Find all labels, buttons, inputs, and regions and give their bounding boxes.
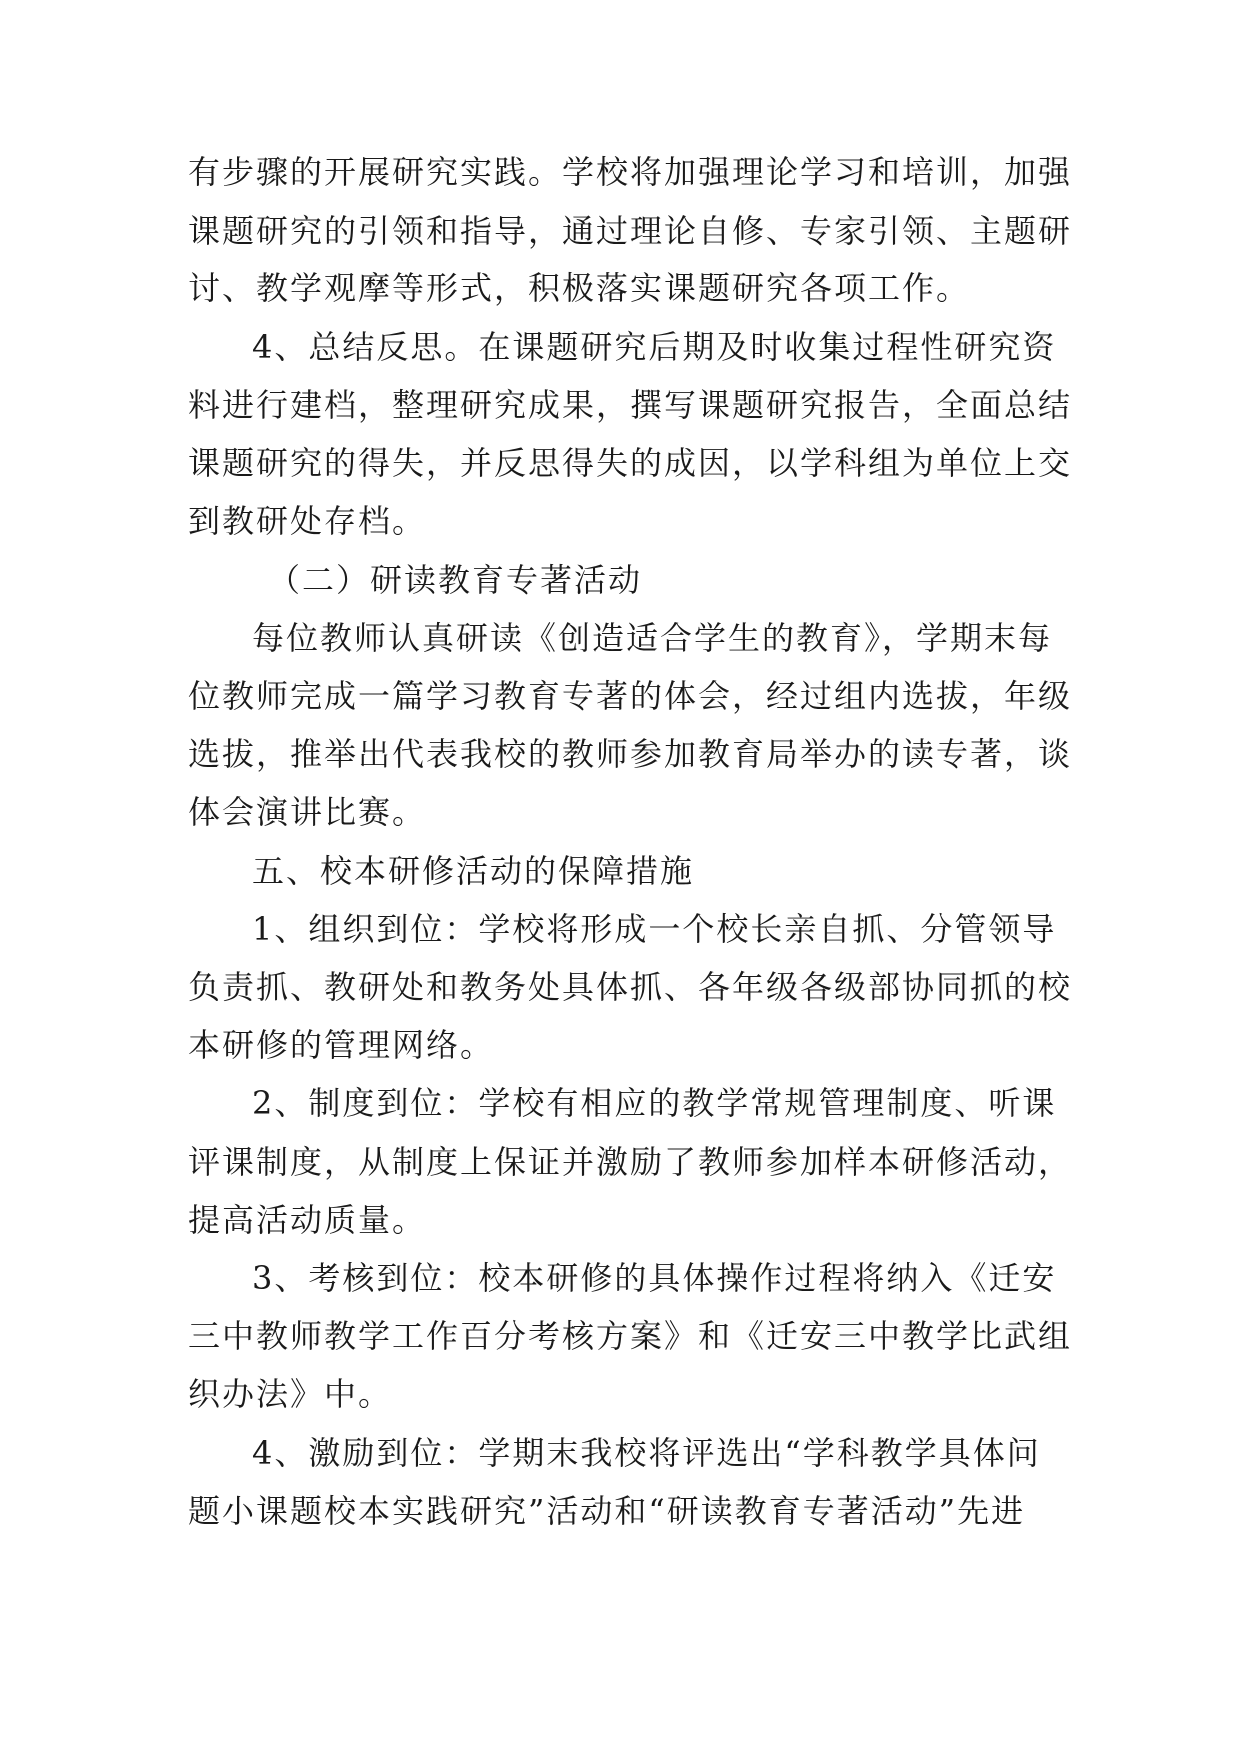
text-line: 4、总结反思。在课题研究后期及时收集过程性研究资 (252, 328, 1057, 366)
text-line: 有步骤的开展研究实践。学校将加强理论学习和培训，加强 (188, 153, 1073, 191)
text-line: 课题研究的引领和指导，通过理论自修、专家引领、主题研 (188, 212, 1073, 250)
text-line: 每位教师认真研读《创造适合学生的教育》，学期末每 (252, 619, 1053, 657)
text-line: 4、激励到位：学期末我校将评选出“学科教学具体问 (252, 1434, 1041, 1472)
text-line: 位教师完成一篇学习教育专著的体会，经过组内选拔，年级 (188, 677, 1073, 715)
text-line: 本研修的管理网络。 (188, 1026, 495, 1064)
text-line: 讨、教学观摩等形式，积极落实课题研究各项工作。 (188, 269, 971, 307)
text-line: 题小课题校本实践研究”活动和“研读教育专著活动”先进 (188, 1492, 1026, 1530)
text-line: 提高活动质量。 (188, 1201, 427, 1239)
text-line: 体会演讲比赛。 (188, 793, 427, 831)
text-line: 织办法》中。 (188, 1375, 393, 1413)
text-line: 课题研究的得失，并反思得失的成因，以学科组为单位上交 (188, 444, 1073, 482)
text-line: 1、组织到位：学校将形成一个校长亲自抓、分管领导 (252, 910, 1057, 948)
text-line: 2、制度到位：学校有相应的教学常规管理制度、听课 (252, 1084, 1057, 1122)
text-line: 评课制度，从制度上保证并激励了教师参加样本研修活动， (188, 1143, 1073, 1181)
text-line: 料进行建档，整理研究成果，撰写课题研究报告，全面总结 (188, 386, 1073, 424)
text-line: 3、考核到位：校本研修的具体操作过程将纳入《迁安 (252, 1259, 1057, 1297)
text-line: 负责抓、教研处和教务处具体抓、各年级各级部协同抓的校 (188, 968, 1073, 1006)
text-line: 三中教师教学工作百分考核方案》和《迁安三中教学比武组 (188, 1317, 1073, 1355)
section-heading: （二）研读教育专著活动 (268, 561, 643, 599)
text-line: 到教研处存档。 (188, 502, 427, 540)
text-line: 选拔，推举出代表我校的教师参加教育局举办的读专著，谈 (188, 735, 1073, 773)
section-heading: 五、校本研修活动的保障措施 (252, 852, 695, 890)
